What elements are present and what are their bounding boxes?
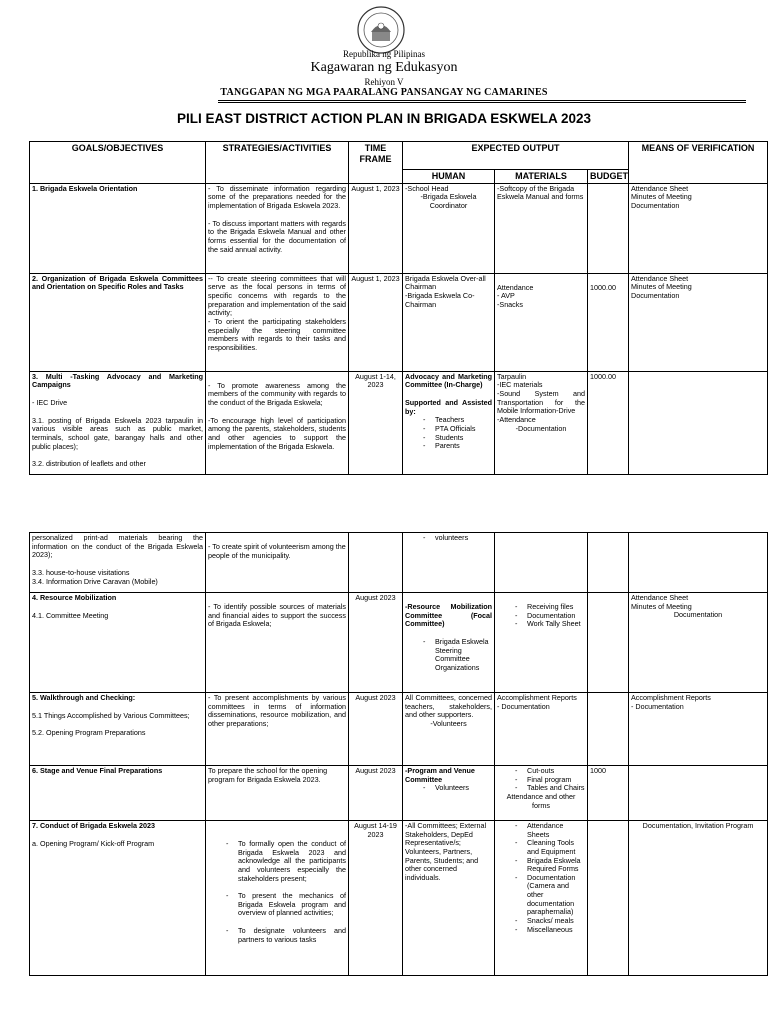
goal-text: 2. Organization of Brigada Eskwela Committees and Orientation on Specific Roles and Tasks	[32, 273, 203, 292]
list-item: - Documentation	[527, 612, 585, 621]
header-republic: Republika ng Pilipinas	[343, 49, 425, 59]
human-text: -Resource Mobilization Committee (Focal Committee)	[405, 602, 492, 629]
human-text: Supported and Assisted by:	[405, 398, 492, 416]
list-item: - Teachers	[435, 416, 492, 425]
materials-text: -Softcopy of the Brigada Eskwela Manual and forms	[497, 183, 584, 202]
col-strategies: STRATEGIES/ACTIVITIES	[206, 142, 349, 184]
goal-text: 3.2. distribution of leaflets and other	[32, 459, 146, 469]
verification-text: Documentation	[673, 610, 723, 620]
goal-text: 7. Conduct of Brigada Eskwela 2023	[32, 821, 156, 830]
materials-text: Attendance and other forms	[506, 791, 576, 810]
list-item: - Snacks/ meals	[527, 917, 585, 926]
list-item: - Students	[435, 434, 492, 443]
list-item: - Cleaning Tools and Equipment	[527, 839, 585, 856]
human-text: -Volunteers	[430, 718, 467, 728]
col-means: MEANS OF VERIFICATION	[629, 142, 768, 184]
human-text: -School Head	[405, 183, 449, 193]
table-row	[30, 371, 768, 474]
table-header-row	[30, 142, 768, 170]
action-plan-table-page-1	[29, 141, 768, 475]
page-title: PILI EAST DISTRICT ACTION PLAN IN BRIGADA ESKWELA 2023	[176, 111, 592, 126]
strategy-text: To prepare the school for the opening program for Brigada Eskwela 2023.	[208, 766, 328, 784]
goal-text: 3. Multi -Tasking Advocacy and Marketing Campaigns	[32, 371, 203, 390]
time-cell	[349, 533, 403, 593]
table-row	[30, 821, 768, 976]
goal-text: 6. Stage and Venue Final Preparations	[32, 766, 163, 775]
materials-text: -Snacks	[497, 300, 523, 310]
goal-text: 1. Brigada Eskwela Orientation	[32, 183, 138, 193]
budget-cell	[588, 821, 629, 976]
verification-text: Attendance Sheet	[631, 273, 689, 283]
list-item: - volunteers	[435, 534, 492, 543]
goal-text: a. Opening Program/ Kick-off Program	[32, 838, 155, 848]
verification-text: Documentation	[631, 201, 680, 211]
budget-cell: 1000.00	[590, 282, 616, 292]
list-item: - Documentation (Camera and other documentation paraphernalia)	[527, 874, 585, 917]
budget-cell	[588, 533, 629, 593]
time-cell: August 14-19 2023	[349, 821, 403, 976]
header-rule	[218, 100, 746, 101]
col-goals: GOALS/OBJECTIVES	[30, 142, 206, 184]
materials-text: -IEC materials	[497, 380, 543, 390]
strategy-text: - To present accomplishments by various committees in terms of information disseminations, resource mobilization, and other preparations;	[208, 693, 346, 728]
list-item: - Brigada Eskwela Required Forms	[527, 857, 585, 874]
budget-cell	[588, 183, 629, 273]
header-region: Rehiyon V	[364, 77, 404, 87]
col-human: HUMAN	[403, 170, 495, 184]
goal-text: 3.4. Information Drive Caravan (Mobile)	[32, 576, 158, 586]
verification-text: Minutes of Meeting	[631, 601, 692, 611]
list-item: - Volunteers	[435, 784, 492, 793]
verification-cell	[629, 766, 768, 821]
table-row	[30, 533, 768, 593]
time-cell: August 1-14, 2023	[349, 371, 403, 474]
list-item: - PTA Officials	[435, 425, 492, 434]
goal-text: 5.2. Opening Program Preparations	[32, 728, 146, 738]
goal-text: 5.1 Things Accomplished by Various Committees;	[32, 710, 190, 720]
human-text: -Brigada Eskwela Co-Chairman	[405, 291, 475, 309]
list-item: - Final program	[527, 776, 585, 785]
list-item: - Receiving files	[527, 603, 585, 612]
list-item: - Brigada Eskwela Steering Committee Organizations	[435, 638, 492, 673]
col-expected: EXPECTED OUTPUT	[403, 142, 629, 170]
strategy-text: -- To create steering committees that will serve as the focal persons in terms of specific concerns with regards to the preparation and implementation of the said activity;	[208, 273, 346, 318]
time-cell: August 2023	[349, 593, 403, 693]
verification-text: Minutes of Meeting	[631, 282, 692, 292]
verification-cell	[629, 533, 768, 593]
goal-text: 3.3. house-to-house visitations	[32, 567, 130, 577]
table-row	[30, 183, 768, 273]
list-item: - To formally open the conduct of Brigada Eskwela 2023 and acknowledge all the participants and volunteers especially the stakeholders present;	[238, 840, 346, 883]
materials-text: Attendance	[497, 282, 534, 292]
human-text: -Program and Venue Committee	[405, 766, 475, 784]
strategy-text: - To promote awareness among the members of the community with regards to the conduct of the Brigada Eskwela;	[208, 380, 346, 408]
materials-text: -Documentation	[515, 423, 567, 433]
verification-text: Attendance Sheet	[631, 183, 689, 193]
verification-text: Accomplishment Reports	[631, 693, 711, 702]
human-text: All Committees, concerned teachers, stakeholders, and other supporters.	[405, 693, 492, 720]
deped-seal-icon	[357, 6, 405, 54]
table-row	[30, 273, 768, 371]
budget-cell	[588, 593, 629, 693]
verification-text: Documentation	[631, 291, 680, 301]
budget-cell: 1000	[590, 766, 606, 775]
list-item: - To present the mechanics of Brigada Eskwela program and overview of planned activities;	[238, 892, 346, 918]
list-item: - Tables and Chairs	[527, 784, 585, 793]
strategy-text: - To orient the participating stakeholders especially the steering committee members with regards to their tasks and responsibilities.	[208, 317, 346, 352]
materials-text: -Sound System and Transportation for the Mobile Information-Drive	[497, 389, 585, 416]
strategy-text: - To identify possible sources of materials and financial aides to support the success of Brigada Eskwela;	[208, 602, 346, 629]
human-text: Advocacy and Marketing Committee (In-Charge)	[405, 371, 492, 390]
strategy-text: - To create spirit of volunteerism among the people of the municipality.	[208, 542, 346, 560]
goal-text: 5. Walkthrough and Checking:	[32, 693, 136, 702]
materials-text: - AVP	[497, 291, 515, 301]
goal-text: personalized print-ad materials bearing the information on the conduct of the Brigada Eskwela 2023);	[32, 533, 203, 560]
materials-text: Accomplishment Reports	[497, 693, 577, 702]
human-text: -All Committees; External Stakeholders, DepEd Representative/s; Volunteers, Partners, Parents, Students; and other concerned individuals.	[405, 821, 487, 882]
header-department: Kagawaran ng Edukasyon	[310, 60, 458, 75]
verification-text: Attendance Sheet	[631, 593, 689, 602]
materials-text: Tarpaulin	[497, 371, 527, 381]
time-cell: August 1, 2023	[349, 273, 403, 371]
strategy-text: - To discuss important matters with regards to the Brigada Eskwela Manual and other forms essential for the documentation of the said annual activity.	[208, 218, 346, 254]
goal-text: - IEC Drive	[32, 398, 68, 408]
time-cell: August 1, 2023	[349, 183, 403, 273]
human-text: Brigada Eskwela Over-all Chairman	[405, 273, 486, 292]
header-office: TANGGAPAN NG MGA PAARALANG PANSANGAY NG CAMARINES	[220, 87, 548, 98]
list-item: - Attendance Sheets	[527, 822, 585, 839]
action-plan-table-page-2	[29, 532, 768, 976]
table-row	[30, 593, 768, 693]
materials-text: - Documentation	[497, 701, 550, 711]
list-item: - Parents	[435, 442, 492, 451]
goal-text: 4. Resource Mobilization	[32, 593, 117, 602]
time-cell: August 2023	[349, 693, 403, 766]
list-item: - Miscellaneous	[527, 926, 585, 935]
time-cell: August 2023	[349, 766, 403, 821]
goal-text: 3.1. posting of Brigada Eskwela 2023 tarpaulin in various visible areas such as public market, terminals, school gate, barangay halls and other public places);	[32, 415, 203, 451]
human-text: -Brigada Eskwela Coordinator	[420, 192, 477, 211]
col-budget: BUDGET	[588, 170, 629, 184]
list-item: - Work Tally Sheet	[527, 620, 585, 629]
header-rule-2	[218, 102, 746, 103]
col-materials: MATERIALS	[495, 170, 588, 184]
verification-text: Documentation, Invitation Program	[642, 821, 754, 830]
materials-cell	[495, 533, 588, 593]
verification-text: - Documentation	[631, 701, 684, 711]
table-row	[30, 693, 768, 766]
materials-text: -Attendance	[497, 415, 536, 424]
goal-text: 4.1. Committee Meeting	[32, 610, 109, 620]
budget-cell: 1000.00	[590, 371, 616, 381]
list-item: - To designate volunteers and partners to various tasks	[238, 927, 346, 944]
strategy-text: -To encourage high level of participation among the parents, stakeholders, students and other agencies to support the implementation of the Brigada Eskwela.	[208, 415, 346, 451]
budget-cell	[588, 693, 629, 766]
list-item: - Cut-outs	[527, 767, 585, 776]
strategy-text: - To disseminate information regarding some of the preparations needed for the implementation of Brigada Eskwela 2023.	[208, 183, 346, 211]
table-row	[30, 766, 768, 821]
verification-cell	[629, 371, 768, 474]
col-time: TIME FRAME	[349, 142, 403, 184]
verification-text: Minutes of Meeting	[631, 192, 692, 202]
